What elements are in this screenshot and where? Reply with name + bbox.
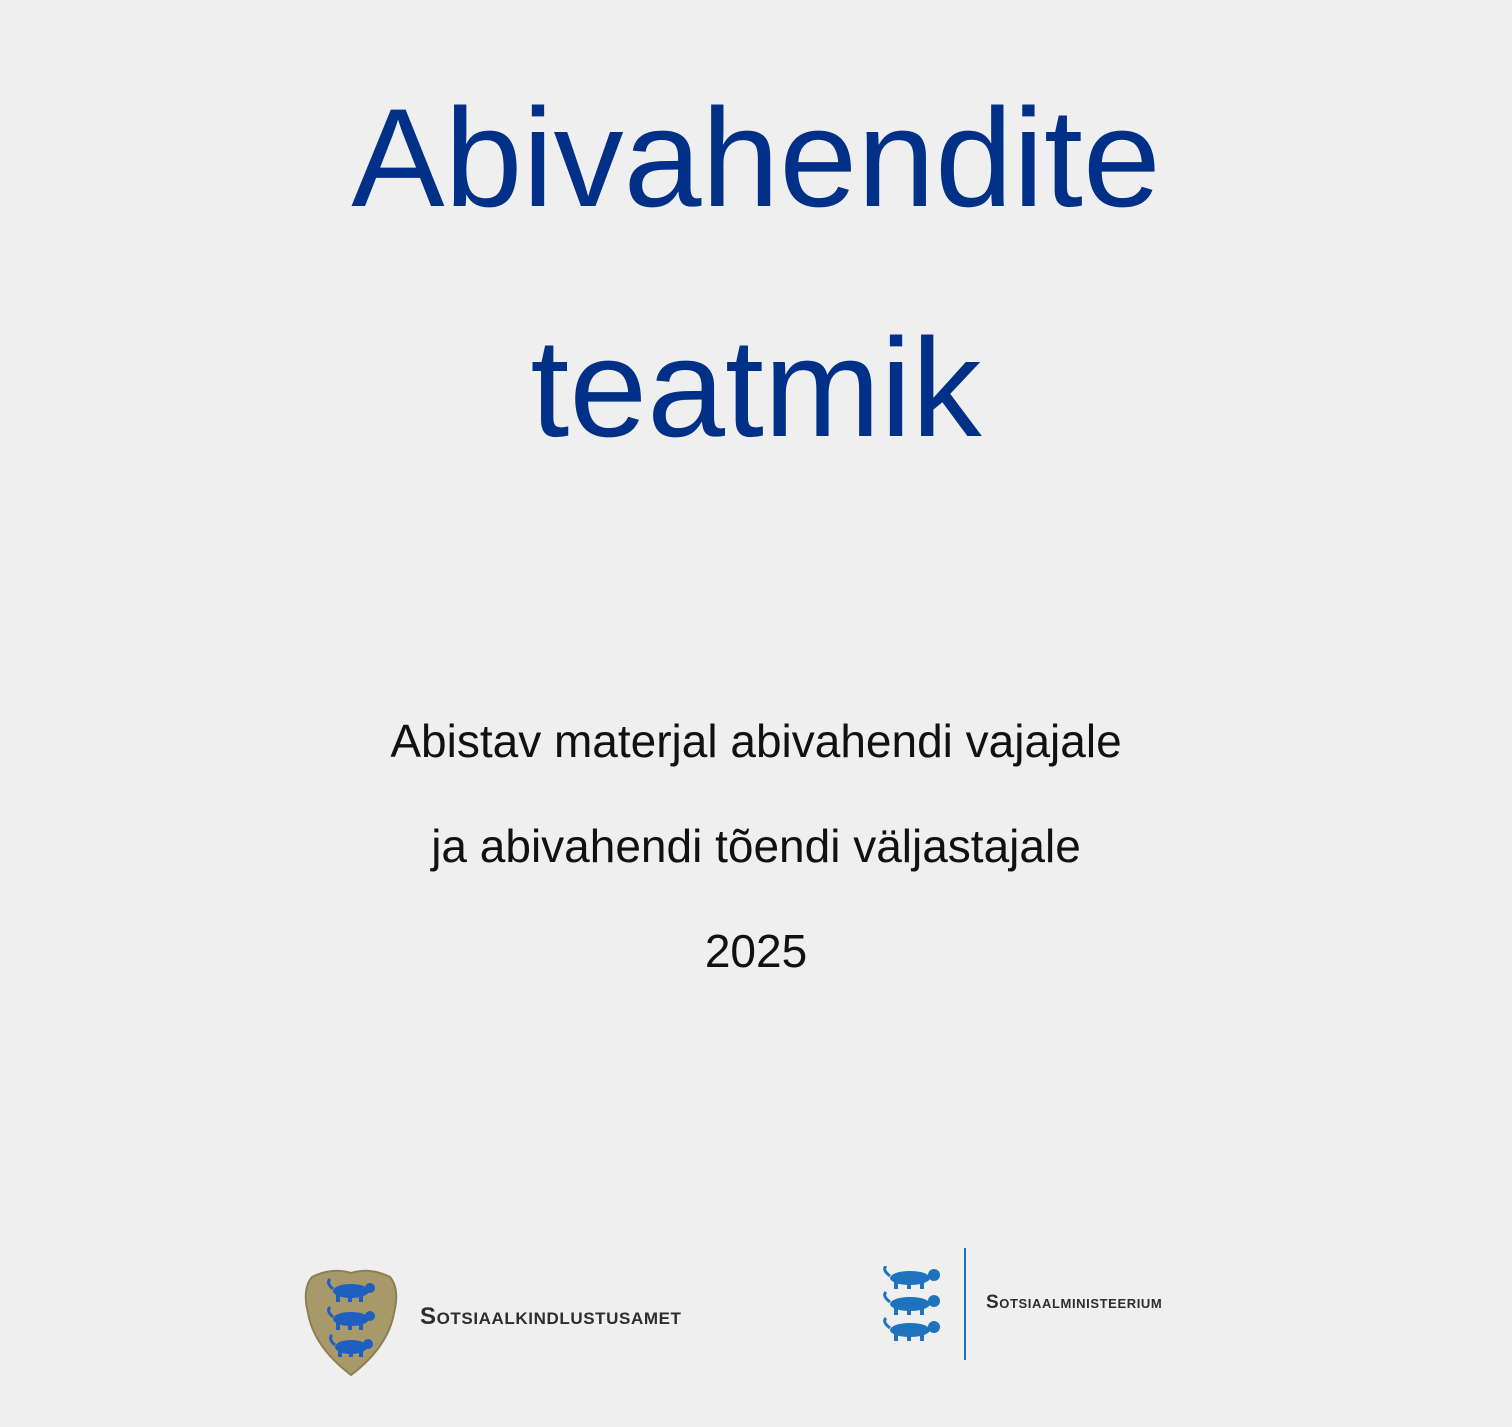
subtitle-line-1: Abistav materjal abivahendi vajajale xyxy=(390,715,1122,767)
publication-year: 2025 xyxy=(704,925,808,977)
sotsiaalkindlustusamet-logo xyxy=(302,1265,722,1380)
estonian-coat-of-arms-shield-icon xyxy=(302,1265,400,1377)
sotsiaalministeerium-logo xyxy=(878,1248,1218,1363)
subtitle-line-2: ja abivahendi tõendi väljastajale xyxy=(431,820,1081,872)
title-line-2: teatmik xyxy=(530,309,982,466)
sotsiaalministeerium-name: Sotsiaalministeerium xyxy=(986,1292,1163,1313)
title-line-1: Abivahendite xyxy=(351,79,1161,236)
logo-divider xyxy=(964,1248,966,1360)
sotsiaalkindlustusamet-name: Sotsiaalkindlustusamet xyxy=(420,1303,682,1330)
three-lions-icon xyxy=(878,1266,948,1344)
